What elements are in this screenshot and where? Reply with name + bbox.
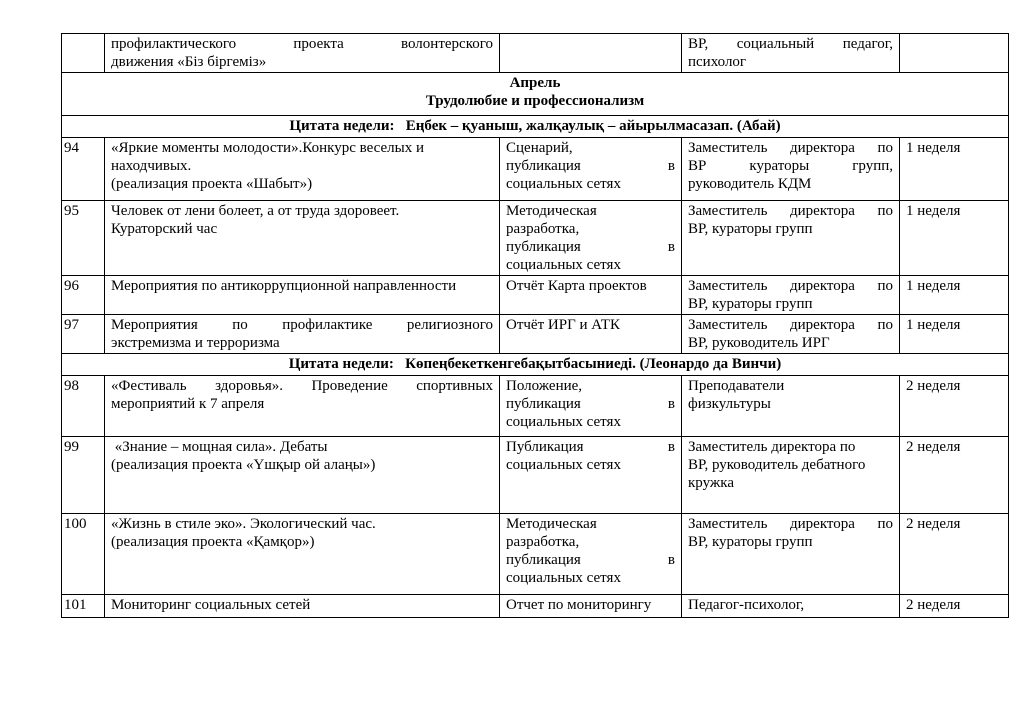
text-line: ВР, кураторы групп [688,534,813,550]
text-line: (реализация проекта «Үшқыр ой алаңы») [111,457,376,473]
text-line: физкультуры [688,396,771,412]
text-line: находчивых. [111,158,192,174]
cell-number [62,138,105,201]
text-line: Заместитель директора по [688,140,893,156]
text-line: «Яркие моменты молодости».Конкурс веселых и [111,140,424,156]
text-line: 97 [64,317,79,333]
text-line: психолог [688,54,747,70]
cell-output [500,376,682,437]
text-line: «Фестиваль здоровья». Проведение спортивных [111,378,493,394]
text-line: ВР, руководитель ИРГ [688,335,830,351]
text-line: «Знание – мощная сила». Дебаты [111,439,328,455]
week-quote [62,354,1009,376]
text-line: экстремизма и терроризма [111,335,280,351]
cell-output [500,595,682,618]
table-row [62,138,1009,201]
cell-output [500,34,682,73]
text-line: социальных сетях [506,176,621,192]
text-line: 2 неделя [906,378,961,394]
table-row [62,376,1009,437]
text-line: Апрель [509,75,561,91]
text-line: Заместитель директора по [688,278,893,294]
text-line: Сценарий, [506,140,573,156]
text-line: Отчет по мониторингу [506,597,652,613]
text-line: социальных сетях [506,257,621,273]
text-line: 96 [64,278,79,294]
text-line: 2 неделя [906,516,961,532]
cell-duration [900,315,1009,354]
text-line: профилактического проекта волонтерского [111,36,493,52]
cell-output [500,315,682,354]
text-line: Заместитель директора по [688,203,893,219]
text-line: публикация в [506,158,675,174]
text-line: социальных сетях [506,414,621,430]
cell-duration [900,34,1009,73]
cell-duration [900,514,1009,595]
text-line: публикация в [506,552,675,568]
text-line: Заместитель директора по [688,439,856,455]
cell-number [62,437,105,514]
quote-row [62,116,1009,138]
cell-responsible [682,315,900,354]
text-line: 1 неделя [906,203,961,219]
text-line: Отчёт Карта проектов [506,278,647,294]
cell-duration [900,138,1009,201]
cell-responsible [682,437,900,514]
text-line: публикация в [506,396,675,412]
cell-responsible [682,595,900,618]
text-line: (реализация проекта «Шабыт») [111,176,313,192]
cell-responsible [682,276,900,315]
text-line: Заместитель директора по [688,516,893,532]
text-line: ВР кураторы групп, [688,158,893,174]
work-plan-table [61,33,1009,618]
text-line: Методическая [506,516,597,532]
cell-number [62,315,105,354]
cell-output [500,201,682,276]
text-line: ВР, социальный педагог, [688,36,893,52]
text-line: кружка [688,475,734,491]
table-row [62,201,1009,276]
quote-row [62,354,1009,376]
table-row [62,315,1009,354]
section-title [62,73,1009,116]
text-line: 1 неделя [906,317,961,333]
table-row [62,34,1009,73]
text-line: социальных сетях [506,457,621,473]
cell-activity [105,595,500,618]
cell-responsible [682,201,900,276]
text-line: 1 неделя [906,140,961,156]
text-line: Кураторский час [111,221,218,237]
cell-output [500,437,682,514]
text-line: Положение, [506,378,583,394]
text-line: публикация в [506,239,675,255]
cell-activity [105,315,500,354]
text-line: ВР, руководитель дебатного [688,457,866,473]
cell-responsible [682,138,900,201]
cell-number [62,201,105,276]
text-line: 2 неделя [906,597,961,613]
cell-activity [105,437,500,514]
text-line: Заместитель директора по [688,317,893,333]
cell-output [500,276,682,315]
cell-number [62,34,105,73]
text-line: Мероприятия по антикоррупционной направленности [111,278,457,294]
text-line: ВР, кураторы групп [688,221,813,237]
cell-activity [105,138,500,201]
cell-duration [900,595,1009,618]
cell-activity [105,276,500,315]
section-row [62,73,1009,116]
cell-activity [105,34,500,73]
work-plan-table-body [62,34,1009,618]
text-line: Преподаватели [688,378,785,394]
text-line: Педагог-психолог, [688,597,805,613]
cell-output [500,514,682,595]
table-row [62,276,1009,315]
cell-responsible [682,514,900,595]
text-line: Публикация в [506,439,675,455]
text-line: 99 [64,439,79,455]
text-line: Человек от лени болеет, а от труда здоровеет. [111,203,400,219]
cell-activity [105,201,500,276]
cell-responsible [682,376,900,437]
text-line: «Жизнь в стиле эко». Экологический час. [111,516,376,532]
text-line: 100 [64,516,87,532]
table-row [62,437,1009,514]
text-line: ВР, кураторы групп [688,296,813,312]
text-line: Цитата недели: Еңбек – қуаныш, жалқаулық – айырылмасазап. (Абай) [289,118,781,134]
cell-number [62,376,105,437]
cell-duration [900,201,1009,276]
text-line: 94 [64,140,79,156]
cell-duration [900,437,1009,514]
text-line: разработка, [506,221,580,237]
week-quote [62,116,1009,138]
text-line: 1 неделя [906,278,961,294]
text-line: руководитель КДМ [688,176,812,192]
text-line: Отчёт ИРГ и АТК [506,317,620,333]
cell-number [62,595,105,618]
text-line: 2 неделя [906,439,961,455]
table-row [62,514,1009,595]
text-line: 98 [64,378,79,394]
table-row [62,595,1009,618]
cell-duration [900,276,1009,315]
text-line: 95 [64,203,79,219]
text-line: Мероприятия по профилактике религиозного [111,317,493,333]
cell-activity [105,514,500,595]
cell-responsible [682,34,900,73]
text-line: Трудолюбие и профессионализм [425,93,645,109]
cell-duration [900,376,1009,437]
text-line: движения «Біз біргеміз» [111,54,267,70]
text-line: 101 [64,597,87,613]
cell-number [62,514,105,595]
cell-activity [105,376,500,437]
text-line: Мониторинг социальных сетей [111,597,311,613]
text-line: разработка, [506,534,580,550]
text-line: Методическая [506,203,597,219]
text-line: Цитата недели: Көпеңбекеткенгебақытбасыниеді. (Леонардо да Винчи) [288,356,782,372]
cell-output [500,138,682,201]
cell-number [62,276,105,315]
text-line: мероприятий к 7 апреля [111,396,265,412]
text-line: социальных сетях [506,570,621,586]
text-line: (реализация проекта «Қамқор») [111,534,315,550]
